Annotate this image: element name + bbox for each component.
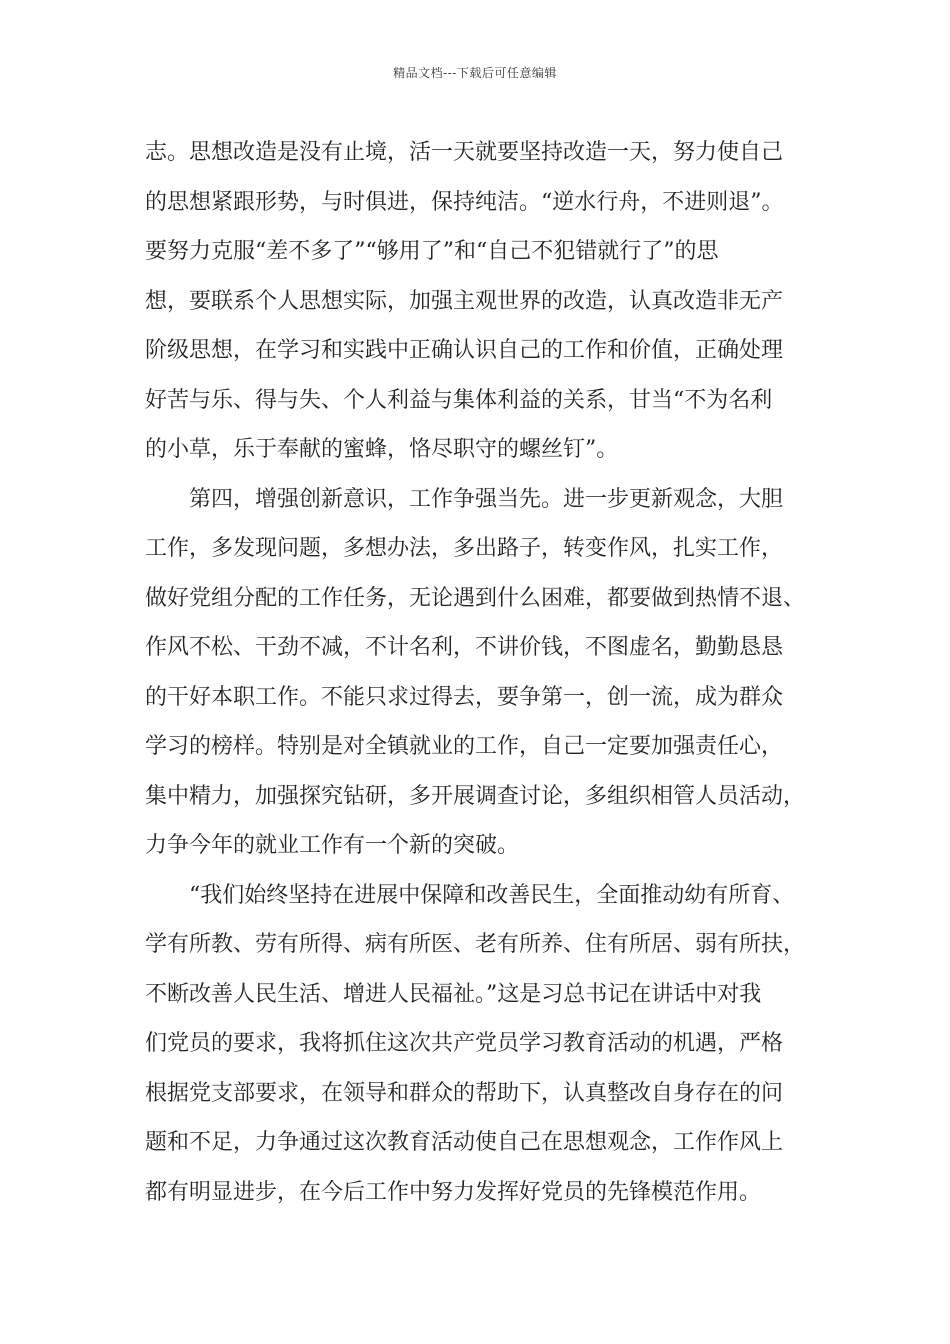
text-line: 做好党组分配的工作任务，无论遇到什么困难，都要做到热情不退、 bbox=[145, 585, 806, 611]
text-line: 的干好本职工作。不能只求过得去，要争第一，创一流，成为群众 bbox=[145, 684, 784, 710]
text-line: 根据党支部要求，在领导和群众的帮助下，认真整改自身存在的问 bbox=[145, 1080, 784, 1106]
text-line: 志。思想改造是没有止境，活一天就要坚持改造一天，努力使自己 bbox=[145, 140, 784, 165]
text-line: 学有所教、劳有所得、病有所医、老有所养、住有所居、弱有所扶， bbox=[145, 932, 806, 957]
text-line: 第四，增强创新意识，工作争强当先。进一步更新观念，大胆 bbox=[189, 486, 784, 512]
text-line: 都有明显进步，在今后工作中努力发挥好党员的先锋模范作用。 bbox=[145, 1179, 762, 1205]
page-header: 精品文档---下载后可任意编辑 bbox=[393, 66, 557, 80]
text-line: 的思想紧跟形势，与时俱进，保持纯洁。“逆水行舟，不进则退”。 bbox=[145, 189, 784, 215]
text-line: 要努力克服“差不多了”“够用了”和“自己不犯错就行了”的思 bbox=[145, 239, 719, 264]
text-line: 题和不足，力争通过这次教育活动使自己在思想观念，工作作风上 bbox=[145, 1130, 784, 1155]
text-line: 阶级思想，在学习和实践中正确认识自己的工作和价值，正确处理 bbox=[145, 338, 784, 363]
text-line: 工作，多发现问题，多想办法，多出路子，转变作风，扎实工作， bbox=[145, 536, 784, 561]
text-line: “我们始终坚持在进展中保障和改善民生，全面推动幼有所育、 bbox=[189, 882, 795, 908]
text-line: 作风不松、干劲不减，不计名利，不讲价钱，不图虚名，勤勤恳恳 bbox=[145, 635, 784, 660]
text-line: 学习的榜样。特别是对全镇就业的工作，自己一定要加强责任心， bbox=[145, 734, 784, 759]
text-line: 集中精力，加强探究钻研，多开展调查讨论，多组织相管人员活动， bbox=[145, 783, 806, 809]
body-text bbox=[145, 128, 835, 1217]
text-line: 好苦与乐、得与失、个人利益与集体利益的关系，甘当“不为名利 bbox=[145, 387, 773, 413]
text-line: 们党员的要求，我将抓住这次共产党员学习教育活动的机遇，严格 bbox=[145, 1031, 784, 1056]
text-line: 不断改善人民生活、增进人民福祉。”这是习总书记在讲话中对我 bbox=[145, 981, 762, 1007]
text-line: 力争今年的就业工作有一个新的突破。 bbox=[145, 833, 520, 858]
text-line: 的小草，乐于奉献的蜜蜂，恪尽职守的螺丝钉”。 bbox=[145, 437, 619, 462]
text-line: 想，要联系个人思想实际，加强主观世界的改造，认真改造非无产 bbox=[145, 288, 784, 314]
